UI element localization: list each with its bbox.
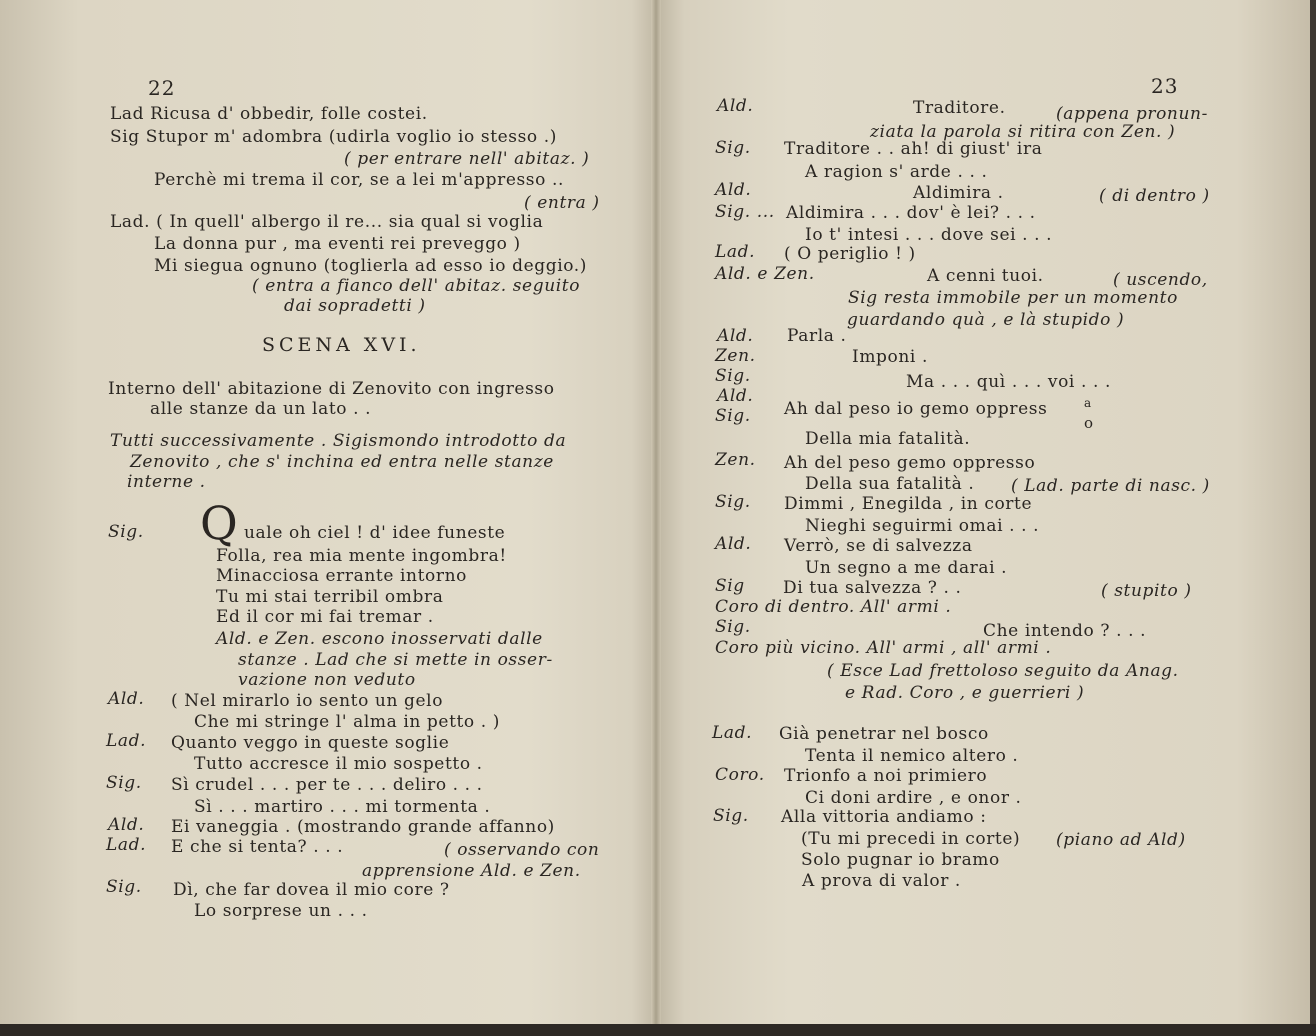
stage-direction: ( stupito ): [1101, 581, 1192, 601]
verse-line: ( Nel mirarlo io sento un gelo: [171, 691, 444, 711]
stage-direction: stanze . Lad che si mette in osser-: [238, 650, 553, 670]
verse-line: Lo sorprese un . . .: [194, 901, 368, 921]
verse-line: Trionfo a noi primiero: [784, 766, 988, 786]
page-number-text: 22: [148, 76, 176, 100]
stage-direction: ziata la parola si ritira con Zen. ): [870, 122, 1176, 142]
verse-line: Folla, rea mia mente ingombra!: [216, 546, 507, 566]
scene-heading: SCENA XVI.: [262, 334, 421, 356]
stage-direction: ( entra ): [524, 193, 600, 213]
verse-line: Minacciosa errante intorno: [216, 566, 467, 586]
verse-line: Ei vaneggia . (mostrando grande affanno): [171, 817, 555, 837]
speaker-label: Sig.: [715, 492, 751, 512]
speaker-label: Ald.: [715, 180, 752, 200]
speaker-label: Lad.: [715, 242, 756, 262]
page-number: 23: [1151, 74, 1179, 98]
book-gutter: [651, 0, 661, 1036]
stage-direction: Ald. e Zen. escono inosservati dalle: [216, 629, 543, 649]
verse-line: Sì . . . martiro . . . mi tormenta .: [194, 797, 491, 817]
verse-line: Che mi stringe l' alma in petto . ): [194, 712, 501, 732]
speaker-label: Lad.: [106, 835, 147, 855]
left-page: [0, 0, 651, 1036]
stage-direction: dai sopradetti ): [284, 296, 426, 316]
stage-direction: ( per entrare nell' abitaz. ): [344, 149, 590, 169]
stage-direction: Coro più vicino. All' armi , all' armi .: [715, 638, 1052, 658]
text-line: Lad. ( In quell' albergo il re... sia qual si voglia: [110, 212, 544, 232]
speaker-label: Sig.: [715, 617, 751, 637]
text-line: Mi siegua ognuno (toglierla ad esso io deggio.): [154, 256, 588, 276]
stage-direction: ( entra a fianco dell' abitaz. seguito: [252, 276, 581, 296]
speaker-label: Sig.: [106, 773, 142, 793]
superscript-a: a: [1084, 396, 1092, 410]
verse-line: ( O periglio ! ): [784, 244, 916, 264]
verse-line: Ah dal peso io gemo oppress: [784, 399, 1048, 419]
verse-line: Quanto veggo in queste soglie: [171, 733, 450, 753]
speaker-label: Sig.: [106, 877, 142, 897]
speaker-label: Sig.: [108, 522, 144, 542]
speaker-label: Ald. e Zen.: [715, 264, 815, 284]
stage-direction: e Rad. Coro , e guerrieri ): [845, 683, 1085, 703]
page-edge: [1310, 0, 1316, 1036]
speaker-label: Ald.: [717, 386, 754, 406]
verse-line: Della sua fatalità .: [805, 474, 975, 494]
stage-direction: Coro di dentro. All' armi .: [715, 597, 952, 617]
speaker-label: Zen.: [715, 450, 756, 470]
verse-line: Io t' intesi . . . dove sei . . .: [805, 225, 1053, 245]
verse-line: Sì crudel . . . per te . . . deliro . . .: [171, 775, 483, 795]
verse-line: A prova di valor .: [802, 871, 961, 891]
setting-line: alle stanze da un lato . .: [150, 399, 372, 419]
speaker-label: Lad.: [106, 731, 147, 751]
speaker-label: Ald.: [108, 815, 145, 835]
text-line: Lad Ricusa d' obbedir, folle costei.: [110, 104, 428, 124]
speaker-label: Ald.: [715, 534, 752, 554]
speaker-label: Coro.: [715, 765, 765, 785]
verse-line: Verrò, se di salvezza: [784, 536, 973, 556]
stage-direction: Zenovito , che s' inchina ed entra nelle stanze: [130, 452, 554, 472]
verse-line: Ed il cor mi fai tremar .: [216, 607, 434, 627]
speaker-label: Lad.: [712, 723, 753, 743]
setting-line: Interno dell' abitazione di Zenovito con ingresso: [108, 379, 555, 399]
text-line: La donna pur , ma eventi rei preveggo ): [154, 234, 521, 254]
speaker-label: Sig.: [713, 806, 749, 826]
speaker-label: Ald.: [717, 96, 754, 116]
drop-cap: Q: [200, 496, 238, 550]
stage-direction: ( di dentro ): [1099, 186, 1210, 206]
right-page: [661, 0, 1310, 1036]
verse-line: Tu mi stai terribil ombra: [216, 587, 444, 607]
verse-line: Ci doni ardire , e onor .: [805, 788, 1022, 808]
page-number: [148, 78, 175, 98]
speaker-label: Sig.: [715, 406, 751, 426]
verse-line: Che intendo ? . . .: [983, 621, 1147, 641]
subscript-o: o: [1084, 414, 1094, 432]
stage-direction: (piano ad Ald): [1056, 830, 1186, 850]
speaker-label: Sig.: [715, 366, 751, 386]
stage-direction: apprensione Ald. e Zen.: [362, 861, 581, 881]
stage-direction: (appena pronun-: [1056, 104, 1208, 124]
verse-line: Dì, che far dovea il mio core ?: [173, 880, 450, 900]
verse-line: Un segno a me darai .: [805, 558, 1008, 578]
stage-direction: ( Lad. parte di nasc. ): [1011, 476, 1210, 496]
stage-direction: ( uscendo,: [1113, 270, 1208, 290]
verse-line: Imponi .: [852, 347, 928, 367]
text-line: Sig Stupor m' adombra (udirla voglio io stesso .): [110, 127, 558, 147]
speaker-label: Sig.: [715, 138, 751, 158]
speaker-label: Sig. ...: [715, 202, 775, 222]
verse-line: Alla vittoria andiamo :: [781, 807, 987, 827]
verse-line: Dimmi , Enegilda , in corte: [784, 494, 1033, 514]
verse-line: Già penetrar nel bosco: [779, 724, 989, 744]
text-line: Perchè mi trema il cor, se a lei m'appresso ..: [154, 170, 564, 190]
verse-line: Tenta il nemico altero .: [805, 746, 1019, 766]
verse-line: Aldimira . . . dov' è lei? . . .: [786, 203, 1036, 223]
speaker-label: Ald.: [108, 689, 145, 709]
verse-line: Tutto accresce il mio sospetto .: [194, 754, 483, 774]
verse-line: Di tua salvezza ? . .: [783, 578, 962, 598]
verse-line: Traditore.: [913, 98, 1006, 118]
speaker-label: Sig: [715, 576, 745, 596]
stage-direction: Tutti successivamente . Sigismondo introdotto da: [110, 431, 567, 451]
verse-line: Ma . . . quì . . . voi . . .: [906, 372, 1111, 392]
verse-line: Della mia fatalità.: [805, 429, 971, 449]
verse-line: E che si tenta? . . .: [171, 837, 344, 857]
stage-direction: interne .: [127, 472, 206, 492]
verse-line: Ah del peso gemo oppresso: [784, 453, 1036, 473]
stage-direction: ( osservando con: [444, 840, 600, 860]
stage-direction: ( Esce Lad frettoloso seguito da Anag.: [827, 661, 1179, 681]
speaker-label: Ald.: [717, 326, 754, 346]
stage-direction: Sig resta immobile per un momento: [848, 288, 1178, 308]
verse-line: Nieghi seguirmi omai . . .: [805, 516, 1040, 536]
verse-line: A ragion s' arde . . .: [805, 162, 988, 182]
verse-line: (Tu mi precedi in corte): [801, 829, 1021, 849]
stage-direction: guardando quà , e là stupido ): [847, 310, 1125, 330]
verse-line: Parla .: [787, 326, 847, 346]
verse-line: A cenni tuoi.: [927, 266, 1044, 286]
speaker-label: Zen.: [715, 346, 756, 366]
verse-line: Aldimira .: [913, 183, 1004, 203]
verse-line: uale oh ciel ! d' idee funeste: [244, 523, 506, 543]
verse-line: Solo pugnar io bramo: [801, 850, 1000, 870]
stage-direction: vazione non veduto: [238, 670, 416, 690]
verse-line: Traditore . . ah! di giust' ira: [784, 139, 1043, 159]
